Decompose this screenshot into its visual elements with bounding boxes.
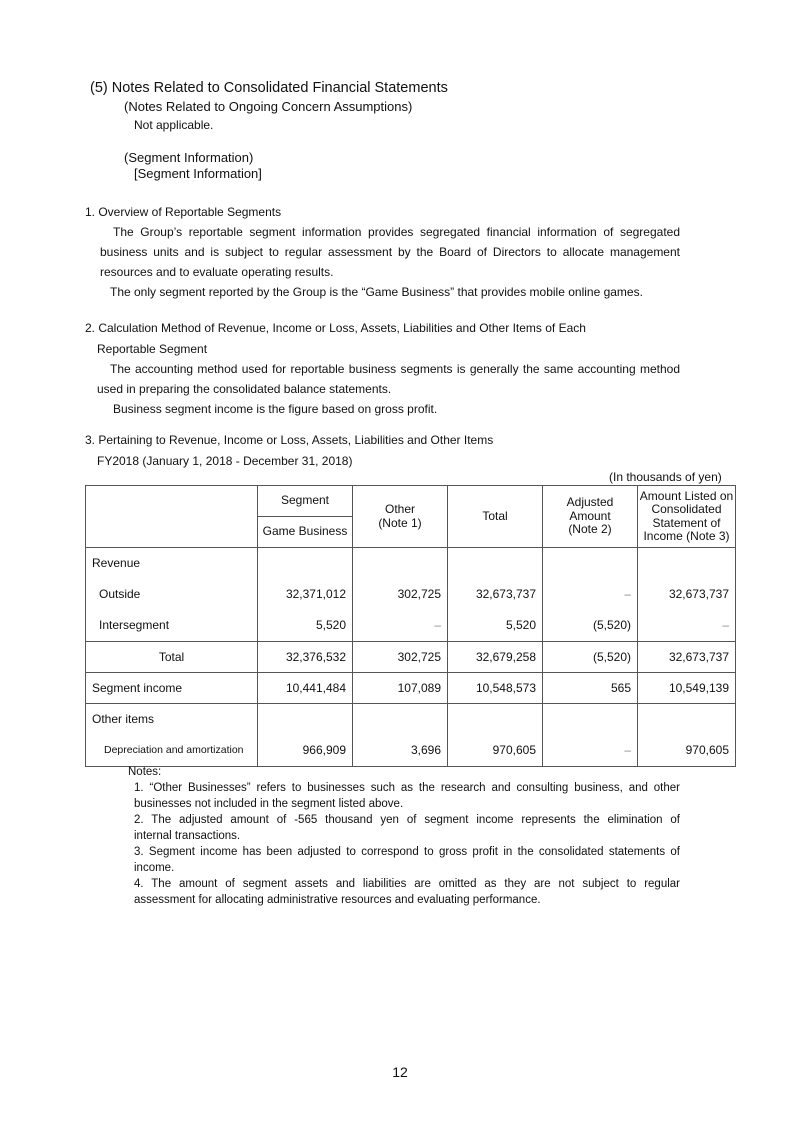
outside-adjusted: – [624,587,631,601]
unit-label: (In thousands of yen) [609,470,722,484]
header-listed: Amount Listed on Consolidated Statement of Income (Note 3) [638,486,736,548]
intersegment-adjusted: (5,520) [592,618,631,632]
total-game: 32,376,532 [258,642,353,673]
part1-para1-line2: business units and is subject to regular assessment by the Board of Directors to allocate management [100,245,680,259]
note-4-line1: 4. The amount of segment assets and liabilities are omitted as they are not subject to regular [134,878,680,890]
segment-income-other: 107,089 [353,673,448,704]
intersegment-game: 5,520 [315,618,346,632]
intersegment-total: 5,520 [505,618,536,632]
page-number: 12 [392,1064,408,1080]
header-total: Total [448,486,543,548]
note-1-line2: businesses not included in the segment listed above. [134,798,404,810]
header-game-business: Game Business [258,517,353,548]
depreciation-other: 3,696 [410,743,441,757]
depreciation-listed: 970,605 [685,743,729,757]
other-items-label: Other items [92,712,155,726]
segment-info-subheading: [Segment Information] [134,166,262,181]
total-listed: 32,673,737 [638,642,736,673]
outside-total: 32,673,737 [475,587,536,601]
notes-heading: Notes: [128,766,162,778]
segment-info-heading: (Segment Information) [124,150,254,165]
depreciation-game: 966,909 [302,743,346,757]
notes-list [134,780,680,908]
depreciation-adjusted: – [624,743,631,757]
section-title: (5) Notes Related to Consolidated Financial Statements [90,80,448,96]
total-label: Total [86,642,258,673]
outside-game: 32,371,012 [285,587,346,601]
depreciation-label: Depreciation and amortization [104,744,244,756]
total-adjusted: (5,520) [543,642,638,673]
table-row-total [86,642,736,673]
intersegment-other: – [434,618,441,632]
note-3-line2: income. [134,862,175,874]
part2-para1-line2: used in preparing the consolidated balance statements. [97,382,392,396]
part1-heading: 1. Overview of Reportable Segments [85,205,282,219]
header-segment: Segment [258,486,353,517]
segment-table [85,485,736,767]
part2-para1-line1: The accounting method used for reportable business segments is generally the same accounting method [110,362,680,376]
part2-para2: Business segment income is the figure based on gross profit. [113,402,438,416]
segment-income-adjusted: 565 [543,673,638,704]
part1-para1-line3: resources and to evaluate operating results. [100,265,334,279]
segment-income-total: 10,548,573 [448,673,543,704]
part3-heading: 3. Pertaining to Revenue, Income or Loss, Assets, Liabilities and Other Items [85,433,494,447]
part1-para2: The only segment reported by the Group is the “Game Business” that provides mobile online games. [110,285,643,299]
total-other: 302,725 [353,642,448,673]
note-2-line2: internal transactions. [134,830,241,842]
segment-income-game: 10,441,484 [258,673,353,704]
note-3-line1: 3. Segment income has been adjusted to correspond to gross profit in the consolidated statements of [134,846,680,858]
part2-heading-line1: 2. Calculation Method of Revenue, Income or Loss, Assets, Liabilities and Other Items of Each [85,321,586,335]
note-1-line1: 1. “Other Businesses” refers to businesses such as the research and consulting business, and other [134,782,680,794]
intersegment-label: Intersegment [99,618,170,632]
segment-income-label: Segment income [86,673,258,704]
part2-heading-line2: Reportable Segment [97,342,208,356]
outside-listed: 32,673,737 [668,587,729,601]
note-2-line1: 2. The adjusted amount of -565 thousand yen of segment income represents the elimination of [134,814,680,826]
part1-para1-line1: The Group’s reportable segment information provides segregated financial information of segregated [113,225,680,239]
depreciation-total: 970,605 [492,743,536,757]
table-row-revenue [86,548,736,642]
revenue-label: Revenue [92,556,141,570]
table-row-other-items [86,704,736,767]
header-blank [86,486,258,548]
header-adjusted: Adjusted Amount (Note 2) [543,486,638,548]
note-4-line2: assessment for allocating administrative resources and evaluating performance. [134,894,541,906]
outside-other: 302,725 [397,587,441,601]
intersegment-listed: – [722,618,729,632]
outside-label: Outside [99,587,141,601]
header-other: Other (Note 1) [353,486,448,548]
going-concern-text: Not applicable. [134,118,214,132]
part3-period: FY2018 (January 1, 2018 - December 31, 2018) [97,454,353,468]
segment-income-listed: 10,549,139 [638,673,736,704]
total-total: 32,679,258 [448,642,543,673]
table-row-segment-income [86,673,736,704]
going-concern-heading: (Notes Related to Ongoing Concern Assumptions) [124,99,413,114]
